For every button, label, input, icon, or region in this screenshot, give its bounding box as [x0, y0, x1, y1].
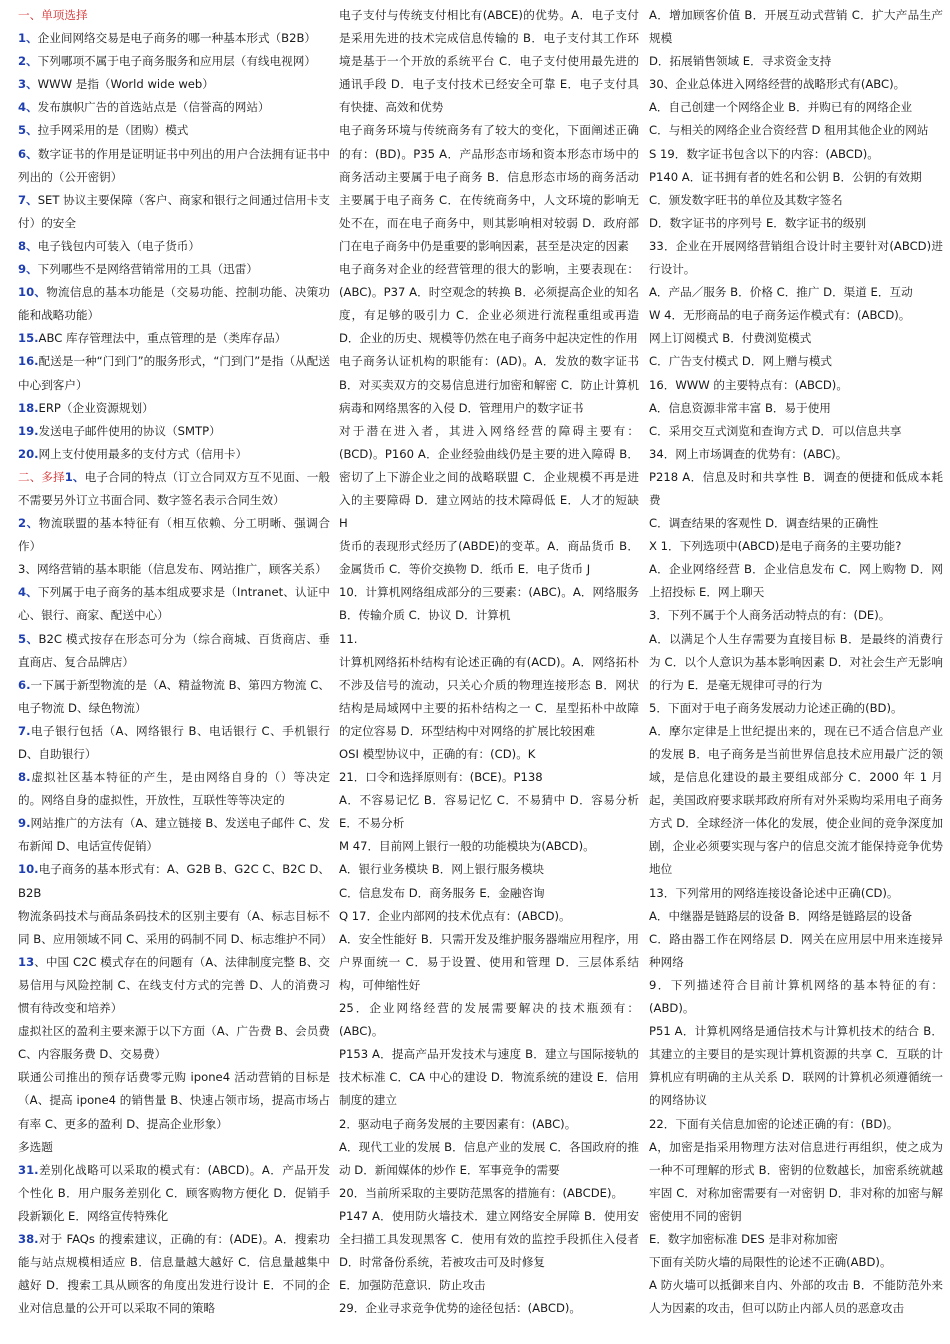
- paragraph-text: 数字证书的作用是证明证书中列出的用户合法拥有证书中列出的（公开密钥）: [18, 146, 330, 184]
- paragraph: [649, 697, 943, 720]
- paragraph-text: 虚拟社区的盈利主要来源于以下方面（A、广告费 B、会员费 C、内容服务费 D、交易费）: [18, 1024, 330, 1062]
- paragraph: [649, 50, 943, 73]
- question-number: 5、: [18, 123, 38, 138]
- paragraph: [649, 905, 943, 928]
- paragraph: [649, 1274, 943, 1320]
- paragraph-text: E．加强防范意识．防止攻击: [339, 1278, 486, 1293]
- paragraph: [339, 1297, 639, 1320]
- paragraph: [339, 535, 639, 581]
- paragraph: [649, 558, 943, 604]
- paragraph-text: P51 A．计算机网络是通信技术与计算机技术的结合 B．其建立的主要目的是实现计算机资源的共享 C．互联的计算机应有明确的主从关系 D．联网的计算机必须遵循统一的网络协议: [649, 1024, 943, 1108]
- paragraph: [649, 512, 943, 535]
- paragraph: [18, 350, 330, 396]
- paragraph: [339, 258, 639, 350]
- paragraph-text: WWW 是指（World wide web）: [37, 77, 214, 92]
- paragraph: [18, 1228, 330, 1320]
- paragraph-text: 29．企业寻求竞争优势的途径包括：(ABCD)。: [339, 1301, 582, 1316]
- paragraph-text: D．数字证书的序列号 E．数字证书的级别: [649, 215, 867, 230]
- question-number: 20.: [18, 446, 39, 461]
- paragraph: [18, 858, 330, 904]
- paragraph: [339, 420, 639, 535]
- section-heading: 一、单项选择: [18, 8, 88, 22]
- paragraph-text: 联通公司推出的预存话费零元购 ipone4 活动营销的目标是（A、提高 ipone4 的销售量 B、快速占领市场，提高市场占有率 C、更多的盈利 D、提高企业形象）: [18, 1070, 330, 1131]
- paragraph-text: 网上支付使用最多的支付方式（信用卡）: [38, 446, 248, 461]
- paragraph: [18, 558, 330, 581]
- paragraph-text: 下列哪些不是网络营销常用的工具（迅雷）: [37, 262, 258, 277]
- paragraph: [649, 166, 943, 189]
- paragraph-text: W 4．无形商品的电子商务运作模式有：(ABCD)。: [649, 308, 911, 323]
- paragraph: [649, 96, 943, 119]
- paragraph: [18, 4, 330, 27]
- paragraph: [18, 466, 330, 512]
- paragraph: [339, 119, 639, 258]
- paragraph-text: C．信息发布 D．商务服务 E．金融咨询: [339, 885, 545, 900]
- paragraph-text: A．企业网络经营 B．企业信息发布 C．网上购物 D．网上招投标 E．网上聊天: [649, 562, 943, 600]
- paragraph: [339, 1205, 639, 1274]
- paragraph-text: 9．下列描述符合目前计算机网络的基本特征的有：(ABD)。: [649, 977, 943, 1016]
- paragraph-text: C．采用交互式浏览和查询方式 D．可以信息共享: [649, 423, 902, 438]
- paragraph-text: 货币的表现形式经历了(ABDE)的变革。A．商品货币 B．金属货币 C．等价交换物 D．纸币 E．电子货币 J: [339, 539, 639, 577]
- paragraph-text: 10．计算机网络组成部分的三要素：(ABC)。A．网络服务 B．传输介质 C．协议 D．计算机: [339, 585, 639, 623]
- question-number: 38.: [18, 1231, 39, 1246]
- paragraph: [339, 4, 639, 119]
- question-number: 18.: [18, 400, 39, 415]
- paragraph: [649, 1113, 943, 1136]
- paragraph-text: A 防火墙可以抵御来自内、外部的攻击 B．不能防范外来人为因素的攻击，但可以防止内部人员的恶意攻击: [649, 1278, 943, 1316]
- paragraph: [18, 397, 330, 420]
- paragraph: [339, 928, 639, 997]
- paragraph-text: A．产品／服务 B．价格 C．推广 D．渠道 E．互动: [649, 285, 913, 300]
- question-number: 2、: [18, 54, 38, 69]
- paragraph: [649, 397, 943, 420]
- paragraph: [649, 350, 943, 373]
- paragraph-text: 2．驱动电子商务发展的主要因素有：(ABC)。: [339, 1116, 577, 1131]
- paragraph-text: C．与相关的网络企业合资经营 D 租用其他企业的网站: [649, 123, 929, 138]
- paragraph: [339, 1274, 639, 1297]
- paragraph: [339, 905, 639, 928]
- paragraph-text: C．颁发数字旺书的单位及其数字签名: [649, 192, 843, 207]
- section-heading: 二、多择: [18, 469, 65, 484]
- paragraph: [649, 281, 943, 304]
- question-number: 3、: [18, 77, 38, 92]
- paragraph-text: 计算机网络拓朴结构有论述正确的有(ACD)。A．网络拓朴不涉及信号的流动，只关心介质的物理连接形态 B．网状结构是局域网中主要的拓朴结构之一 C．星型拓朴中故障的定位容易 D．环型结构中对网络的扩展比较困难: [339, 654, 639, 738]
- paragraph: [649, 4, 943, 50]
- paragraph: [18, 27, 330, 50]
- paragraph: [649, 720, 943, 882]
- paragraph-text: 电子合同的特点（订立合同双方互不见面、一般不需要另外订立书面合同、数字签名表示合同生效）: [18, 469, 330, 507]
- paragraph-text: A．摩尔定律是上世纪提出来的，现在已不适合信息产业的发展 B．电子商务是当前世界信息技术应用最广泛的领域，是信息化建设的最主要组成部分 C．2000 年 1 月起，美国政府要求联邦政府所有对外采购均采用电子商务方式 D．全球经济一体化的发展，使企业间的竞争深度加剧，企业必须要实现与客户的信息交流才能保持竞争优势地位: [649, 723, 943, 877]
- paragraph: [649, 535, 943, 558]
- paragraph-text: 对于 FAQs 的搜索建议，正确的有：(ADE)。A．搜索功能与站点规模相适应 B．信息量越大越好 C．信息量越集中越好 D．搜索工具从顾客的角度出发进行设计 E．不同的企业对信息量的公开可以采取不同的策略: [18, 1231, 330, 1316]
- paragraph: [18, 73, 330, 96]
- paragraph-text: A．自己创建一个网络企业 B．并购已有的网络企业: [649, 100, 913, 115]
- question-number: 6.: [18, 677, 31, 692]
- paragraph-text: E．数字加密标准 DES 是非对称加密: [649, 1231, 839, 1246]
- paragraph-text: 5．下面对于电子商务发展动力论述正确的(BD)。: [649, 700, 903, 715]
- paragraph: [649, 974, 943, 1020]
- paragraph-text: 拉手网采用的是（团购）模式: [37, 123, 189, 138]
- paragraph: [18, 812, 330, 858]
- paragraph: [649, 443, 943, 466]
- paragraph: [18, 766, 330, 812]
- paragraph-text: 配送是一种“门到门”的服务形式，“门到门”是指（从配送中心到客户）: [18, 354, 330, 392]
- paragraph-text: 下列属于电子商务的基本组成要求是（Intranet、认证中心、银行、商家、配送中心）: [18, 585, 330, 623]
- paragraph: [649, 882, 943, 905]
- paragraph-text: 电子支付与传统支付相比有(ABCE)的优势。A．电子支付是采用先进的技术完成信息传输的 B．电子支付其工作环境是基于一个开放的系统平台 C．电子支付使用最先进的通讯手段 D．电子支付技术已经安全可靠 E．电子支付具有快捷、高效和优势: [339, 8, 639, 115]
- paragraph: [649, 119, 943, 142]
- paragraph: [18, 443, 330, 466]
- paragraph: [649, 628, 943, 697]
- paragraph-text: A．信息资源非常丰富 B．易于使用: [649, 400, 831, 415]
- paragraph: [18, 1020, 330, 1066]
- paragraph: [18, 512, 330, 558]
- paragraph-text: 一下属于新型物流的是（A、精益物流 B、第四方物流 C、电子物流 D、绿色物流）: [18, 677, 330, 715]
- paragraph-text: 物流信息的基本功能是（交易功能、控制功能、决策功能和战略功能）: [18, 285, 330, 323]
- paragraph: [18, 96, 330, 119]
- paragraph-text: 34．网上市场调查的优势有：(ABC)。: [649, 446, 848, 461]
- paragraph-text: C．路由器工作在网络层 D．网关在应用层中用来连接异种网络: [649, 931, 943, 969]
- paragraph-text: A．以满足个人生存需要为直接目标 B．是最终的消费行为 C．以个人意识为基本影响因素 D．对社会生产无影响的行为 E．是毫无规律可寻的行为: [649, 631, 943, 692]
- paragraph-text: 虚拟社区基本特征的产生，是由网络自身的（）等决定的。网络自身的虚拟性，开放性，互联性等等决定的: [18, 770, 330, 808]
- paragraph: [339, 789, 639, 835]
- paragraph: [18, 581, 330, 627]
- paragraph-text: 电子商务的基本形式有：A、G2B B、G2C C、B2C D、B2B: [18, 862, 330, 900]
- paragraph: [18, 905, 333, 1020]
- paragraph-text: A．现代工业的发展 B．信息产业的发展 C．各国政府的推动 D．新闻媒体的炒作 E．军事竞争的需要: [339, 1139, 639, 1177]
- paragraph: [18, 674, 330, 720]
- paragraph: [649, 304, 943, 327]
- paragraph-text: A．安全性能好 B．只需开发及维护服务器端应用程序，用户界面统一 C．易于设置、使用和管理 D．三层体系结构，可伸缩性好: [339, 931, 639, 992]
- question-number: 8.: [18, 770, 31, 785]
- paragraph-text: C．调查结果的客观性 D．调查结果的正确性: [649, 516, 879, 531]
- paragraph-text: A，加密是指采用物理方法对信息进行再组织，使之成为一种不可理解的形式 B．密钥的位数越长，加密系统就越牢固 C．对称加密需要有一对密钥 D．非对称的加密与解密使用不同的密钥: [649, 1139, 943, 1223]
- paragraph: [339, 1136, 639, 1182]
- paragraph-text: A．不容易记忆 B．容易记忆 C．不易猜中 D．容易分析 E．不易分析: [339, 793, 639, 831]
- question-number: 1、: [64, 469, 85, 484]
- question-number: 10、: [18, 285, 47, 300]
- paragraph: [18, 327, 330, 350]
- paragraph: [18, 235, 330, 258]
- paragraph-text: 电子钱包内可装入（电子货币）: [37, 238, 200, 253]
- paragraph-text: A．增加顾客价值 B．开展互动式营销 C．扩大产品生产规模: [649, 8, 943, 46]
- paragraph-text: 网站推广的方法有（A、建立链接 B、发送电子邮件 C、发布新闻 D、电话宣传促销）: [18, 816, 330, 854]
- paragraph-text: D．拓展销售领域 E．寻求资金支持: [649, 54, 832, 69]
- paragraph: [18, 258, 330, 281]
- paragraph-text: 物流条码技术与商品条码技术的区别主要有（A、标志目标不同 B、应用领域不同 C、采用的码制不同 D、标志维护不同）: [18, 908, 333, 946]
- paragraph: [649, 1136, 943, 1228]
- text-column-3: [649, 4, 943, 1320]
- paragraph: [339, 1043, 639, 1112]
- paragraph-text: 下面有关防火墙的局限性的论述不正确(ABD)。: [649, 1255, 892, 1270]
- paragraph-text: ERP（企业资源规划）: [38, 400, 154, 415]
- paragraph: [18, 281, 330, 327]
- paragraph-text: OSI 模型协议中，正确的有：(CD)。K: [339, 747, 536, 761]
- paragraph: [339, 858, 639, 881]
- question-number: 31.: [18, 1162, 39, 1177]
- paragraph-text: 16．WWW 的主要特点有：(ABCD)。: [649, 377, 848, 392]
- paragraph: [18, 420, 330, 443]
- paragraph: [649, 374, 943, 397]
- paragraph-text: 13．下列常用的网络连接设备论述中正确(CD)。: [649, 885, 899, 900]
- paragraph-text: M 47．目前网上银行一般的功能模块为(ABCD)。: [339, 839, 595, 854]
- paragraph: [18, 1159, 330, 1228]
- paragraph-text: SET 协议主要保障（客户、商家和银行之间通过信用卡支付）的安全: [18, 192, 330, 230]
- question-number: 13: [18, 954, 35, 969]
- paragraph-text: 企业间网络交易是电子商务的哪一种基本形式（B2B）: [37, 31, 317, 46]
- paragraph: [339, 997, 639, 1043]
- paragraph-text: 电子商务环境与传统商务有了较大的变化，下面阐述正确的有：(BD)。P35 A．产品形态市场和资本形态市场中的商务活动主要属于电子商务 B．信息形态市场的商务活动主要属于电子商务 C．在传统商务中，人文环境的影响无处不在，而在电子商务中，则其影响相对较弱 D．政府部门在电子商务中仍是重要的影响因素，甚至是决定的因素: [339, 123, 639, 253]
- paragraph-text: 下列哪项不属于电子商务服务和应用层（有线电视网）: [37, 54, 316, 69]
- paragraph: [18, 143, 330, 189]
- paragraph-text: 21．口令和选择原则有：(BCE)。P138: [339, 770, 543, 785]
- paragraph-text: 、中国 C2C 模式存在的问题有（A、法律制度完整 B、交易信用与风险控制 C、在线支付方式的完善 D、人的消费习惯有待改变和培养）: [18, 954, 330, 1016]
- paragraph: [649, 189, 943, 212]
- paragraph-text: 差别化战略可以采取的模式有：(ABCD)。A．产品开发个性化 B．用户服务差别化 C．顾客购物方便化 D．促销手段新颖化 E．网络宣传特殊化: [18, 1162, 330, 1223]
- paragraph: [18, 628, 330, 674]
- paragraph: [649, 1251, 943, 1274]
- question-number: 9.: [18, 816, 31, 831]
- paragraph: [339, 350, 639, 419]
- paragraph-text: P147 A．使用防火墙技术．建立网络安全屏障 B．使用安全扫描工具发现黑客 C．使用有效的监控手段抓住入侵者 D．时常备份系统，若被攻击可及时修复: [339, 1208, 639, 1270]
- question-number: 4、: [18, 585, 38, 600]
- paragraph-text: 25．企业网络经营的发展需要解决的技术瓶颈有：(ABC)。: [339, 1001, 639, 1039]
- paragraph-text: 22．下面有关信息加密的论述正确的有：(BD)。: [649, 1116, 899, 1131]
- paragraph-text: 对于潜在进入者，其进入网络经营的障碍主要有：(BCD)。P160 A．企业经验曲线仍是主要的进入障碍 B．密切了上下游企业之间的战略联盟 C．企业规模不再是进入的主要障碍 D．建立网站的技术障碍低 E．人才的短缺 H: [339, 423, 639, 531]
- paragraph-text: S 19．数字证书包含以下的内容：(ABCD)。: [649, 146, 879, 161]
- paragraph-text: 物流联盟的基本特征有（相互依赖、分工明晰、强调合作）: [18, 516, 330, 554]
- question-number: 5、: [18, 631, 39, 646]
- paragraph: [339, 651, 639, 743]
- paragraph: [649, 73, 943, 96]
- paragraph-text: 多选题: [18, 1139, 53, 1154]
- paragraph-text: C．广告支付模式 D．网上赠与模式: [649, 354, 833, 369]
- paragraph: [339, 766, 639, 789]
- paragraph-text: P140 A．证书拥有者的姓名和公钥 B．公钥的有效期: [649, 169, 922, 184]
- paragraph: [339, 1113, 639, 1136]
- question-number: 8、: [18, 238, 38, 253]
- paragraph-text: 电子商务认证机构的职能有：(AD)。A．发放的数字证书 B．对买卖双方的交易信息进行加密和解密 C．防止计算机病毒和网络黑客的入侵 D．管理用户的数字证书: [339, 354, 639, 415]
- paragraph: [649, 212, 943, 235]
- paragraph-text: 3．下列不属于个人商务活动特点的有：(DE)。: [649, 608, 891, 623]
- paragraph-text: ABC 库存管理法中，重点管理的是（类库存品）: [38, 331, 287, 346]
- paragraph-text: 20．当前所采取的主要防范黑客的措施有：(ABCDE)。: [339, 1185, 624, 1200]
- paragraph: [18, 1136, 330, 1159]
- paragraph-text: 发布旗帜广告的首选站点是（信誉高的网站）: [37, 100, 270, 115]
- paragraph-text: 33．企业在开展网络营销组合设计时主要针对(ABCD)进行设计。: [649, 238, 943, 277]
- question-number: 15.: [18, 331, 39, 346]
- question-number: 7、: [18, 192, 38, 207]
- paragraph-text: 3、网络营销的基本职能（信息发布、网站推广，顾客关系）: [18, 562, 327, 577]
- question-number: 10.: [18, 862, 39, 877]
- question-number: 6、: [18, 146, 38, 161]
- paragraph-text: 电子商务对企业的经营管理的很大的影响，主要表现在：(ABC)。P37 A．时空观念的转换 B．必须提高企业的知名度，有足够的吸引力 C．企业必须进行流程重组或再造 D．企业的历史、规模等仍然在电子商务中起决定性的作用: [339, 262, 639, 346]
- paragraph-text: P153 A．提高产品开发技术与速度 B．建立与国际接轨的技术标准 C．CA 中心的建设 D．物流系统的建设 E．信用制度的建立: [339, 1047, 639, 1108]
- paragraph-text: P218 A．信息及时和共享性 B．调查的便捷和低成本耗费: [649, 469, 943, 507]
- paragraph: [339, 743, 639, 766]
- paragraph: [649, 1228, 943, 1251]
- paragraph: [339, 882, 639, 905]
- paragraph: [649, 143, 943, 166]
- paragraph-text: A．银行业务模块 B．网上银行服务模块: [339, 862, 545, 877]
- paragraph: [649, 604, 943, 627]
- paragraph: [339, 628, 639, 651]
- paragraph-text: X 1．下列选项中(ABCD)是电子商务的主要功能?: [649, 539, 902, 554]
- question-number: 7.: [18, 723, 31, 738]
- paragraph-text: 发送电子邮件使用的协议（SMTP）: [38, 423, 221, 438]
- paragraph: [649, 1020, 943, 1112]
- question-number: 2、: [18, 516, 39, 531]
- paragraph-text: B2C 模式按存在形态可分为（综合商城、百货商店、垂直商店、复合品牌店）: [18, 631, 330, 669]
- paragraph: [18, 189, 330, 235]
- paragraph: [18, 50, 330, 73]
- question-number: 19.: [18, 423, 39, 438]
- question-number: 1、: [18, 31, 38, 46]
- paragraph-text: 电子银行包括（A、网络银行 B、电话银行 C、手机银行 D、自助银行）: [18, 723, 330, 761]
- paragraph: [649, 235, 943, 281]
- paragraph: [649, 420, 943, 443]
- paragraph: [18, 1066, 330, 1135]
- paragraph-text: 11.: [339, 631, 358, 646]
- question-number: 4、: [18, 100, 38, 115]
- paragraph-text: A．中继器是链路层的设备 B．网络是链路层的设备: [649, 908, 913, 923]
- question-number: 9、: [18, 262, 38, 277]
- question-number: 16.: [18, 354, 39, 369]
- text-column-1: [18, 4, 333, 1320]
- paragraph-text: Q 17．企业内部网的技术优点有：(ABCD)。: [339, 908, 571, 923]
- paragraph: [649, 327, 943, 350]
- paragraph: [649, 466, 943, 512]
- paragraph-text: 30、企业总体进入网络经营的战略形式有(ABC)。: [649, 77, 906, 92]
- paragraph: [18, 119, 330, 142]
- paragraph: [649, 928, 943, 974]
- paragraph: [339, 1182, 639, 1205]
- paragraph-text: 网上订阅模式 B．付费浏览模式: [649, 331, 812, 346]
- paragraph: [18, 720, 330, 766]
- paragraph: [339, 835, 639, 858]
- text-column-2: [339, 4, 639, 1320]
- paragraph: [339, 581, 639, 627]
